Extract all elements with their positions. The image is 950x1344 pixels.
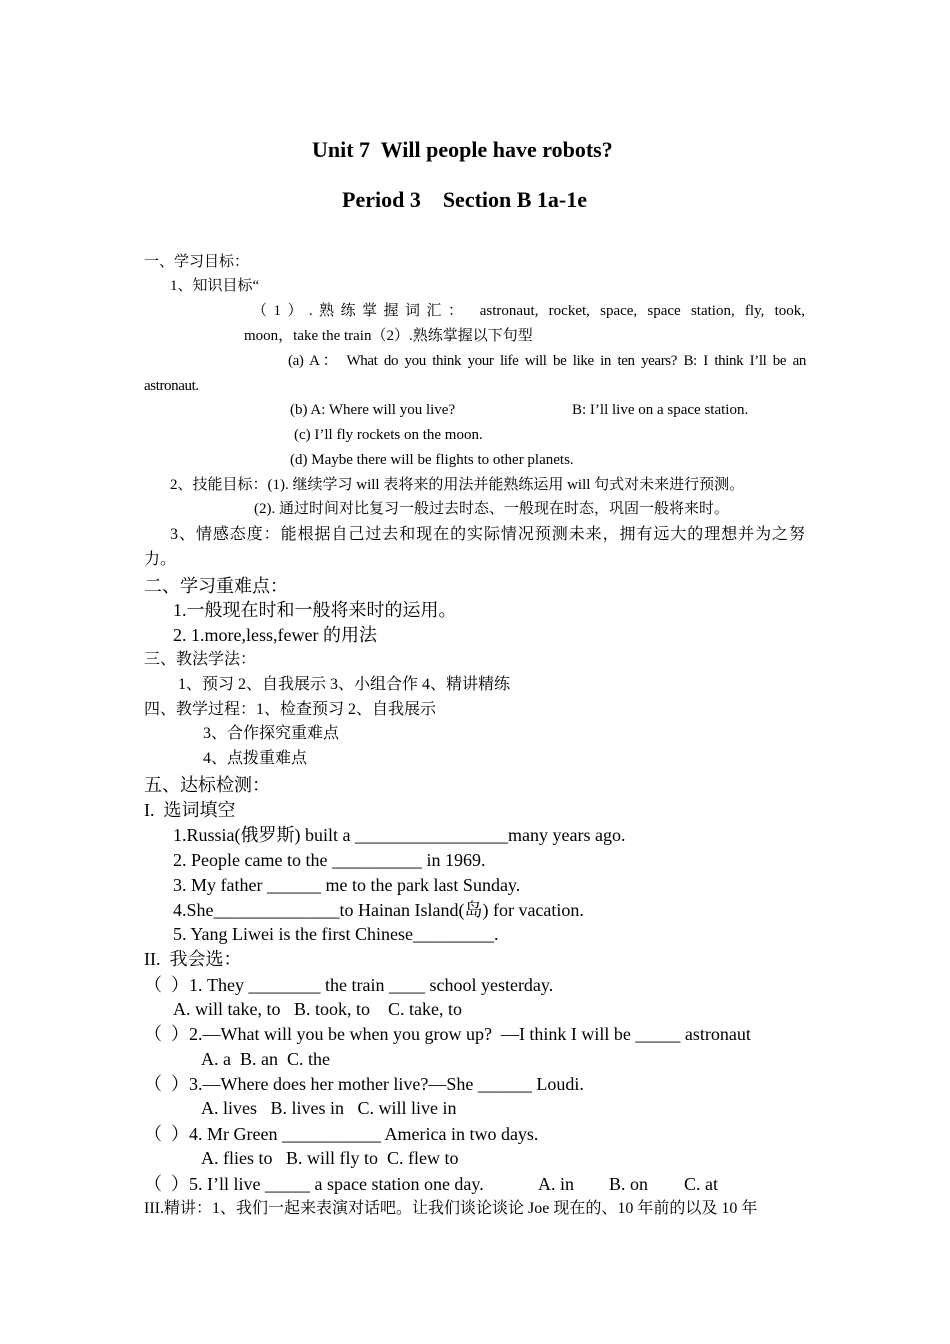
sentence-a-line-1: (a) A： What do you think your life will be like in ten years? B: I think I’ll be an — [288, 353, 806, 369]
choice-options-3: A. lives B. lives in C. will live in — [201, 1098, 457, 1118]
choice-option-5a: A. in — [538, 1174, 574, 1194]
emotion-goal-line-2: 力。 — [144, 551, 177, 568]
choice-question-1: （ ）1. They ________ the train ____ school yesterday. — [144, 975, 554, 995]
vocab-line-1: （1）.熟练掌握词汇： astronaut, rocket, space, space station, fly, took, — [252, 303, 805, 319]
section3-item-1: 1、预习 2、自我展示 3、小组合作 4、精讲精练 — [178, 676, 511, 693]
section2-heading: 二、学习重难点： — [144, 576, 288, 596]
section5-heading: 五、达标检测： — [144, 775, 270, 795]
sentence-d: (d) Maybe there will be flights to other planets. — [290, 452, 574, 468]
section2-item-2: 2. 1.more,less,fewer 的用法 — [173, 625, 377, 645]
choice-question-4: （ ）4. Mr Green ___________ America in two days. — [144, 1124, 539, 1144]
sentence-c: (c) I’ll fly rockets on the moon. — [294, 427, 483, 443]
choice-options-1: A. will take, to B. took, to C. take, to — [173, 999, 462, 1019]
choice-option-5b: B. on — [609, 1174, 649, 1194]
vocab-line-2: moon，take the train（2）.熟练掌握以下句型 — [244, 328, 533, 344]
knowledge-goal-heading: 1、知识目标“ — [170, 278, 260, 294]
section2-item-1: 1.一般现在时和一般将来时的运用。 — [173, 600, 457, 620]
sentence-b-answer: B: I’ll live on a space station. — [572, 402, 749, 418]
sentence-b-question: (b) A: Where will you live? — [290, 402, 456, 418]
choice-options-4: A. flies to B. will fly to C. flew to — [201, 1148, 459, 1168]
section3-heading: 三、教法学法： — [144, 651, 257, 668]
part3-intro: III.精讲：1、我们一起来表演对话吧。让我们谈论谈论 Joe 现在的、10 年前的以及 10 年 — [144, 1200, 758, 1217]
document-subtitle: Period 3 Section B 1a-1e — [342, 187, 588, 212]
choice-question-5: （ ）5. I’ll live _____ a space station one day. — [144, 1174, 484, 1194]
fill-item-5: 5. Yang Liwei is the first Chinese_________. — [173, 924, 499, 944]
part1-heading: I. 选词填空 — [144, 800, 236, 820]
choice-options-2: A. a B. an C. the — [201, 1049, 330, 1069]
choice-question-2: （ ）2.—What will you be when you grow up? —I think I will be _____ astronaut — [144, 1024, 751, 1044]
choice-question-3: （ ）3.—Where does her mother live?—She ______ Loudi. — [144, 1074, 584, 1094]
fill-item-1: 1.Russia(俄罗斯) built a _________________many years ago. — [173, 825, 626, 845]
part2-heading: II. 我会选： — [144, 949, 242, 969]
section4-item-4: 4、点拨重难点 — [203, 750, 308, 767]
section1-heading: 一、学习目标： — [144, 254, 250, 270]
document-title: Unit 7 Will people have robots? — [312, 137, 613, 162]
choice-option-5c: C. at — [684, 1174, 718, 1194]
fill-item-4: 4.She______________to Hainan Island(岛) for vacation. — [173, 900, 584, 920]
fill-item-3: 3. My father ______ me to the park last Sunday. — [173, 875, 521, 895]
fill-item-2: 2. People came to the __________ in 1969. — [173, 850, 486, 870]
section4-item-3: 3、合作探究重难点 — [203, 725, 340, 742]
skill-goal-2: (2). 通过时间对比复习一般过去时态、一般现在时态，巩固一般将来时。 — [254, 501, 729, 517]
sentence-a-line-2: astronaut. — [144, 378, 199, 394]
emotion-goal-line-1: 3、情感态度：能根据自己过去和现在的实际情况预测未来，拥有远大的理想并为之努 — [170, 526, 805, 543]
section4-heading: 四、教学过程：1、检查预习 2、自我展示 — [144, 701, 437, 718]
skill-goal-1: 2、技能目标：(1). 继续学习 will 表将来的用法并能熟练运用 will 句式对未来进行预测。 — [170, 477, 745, 493]
